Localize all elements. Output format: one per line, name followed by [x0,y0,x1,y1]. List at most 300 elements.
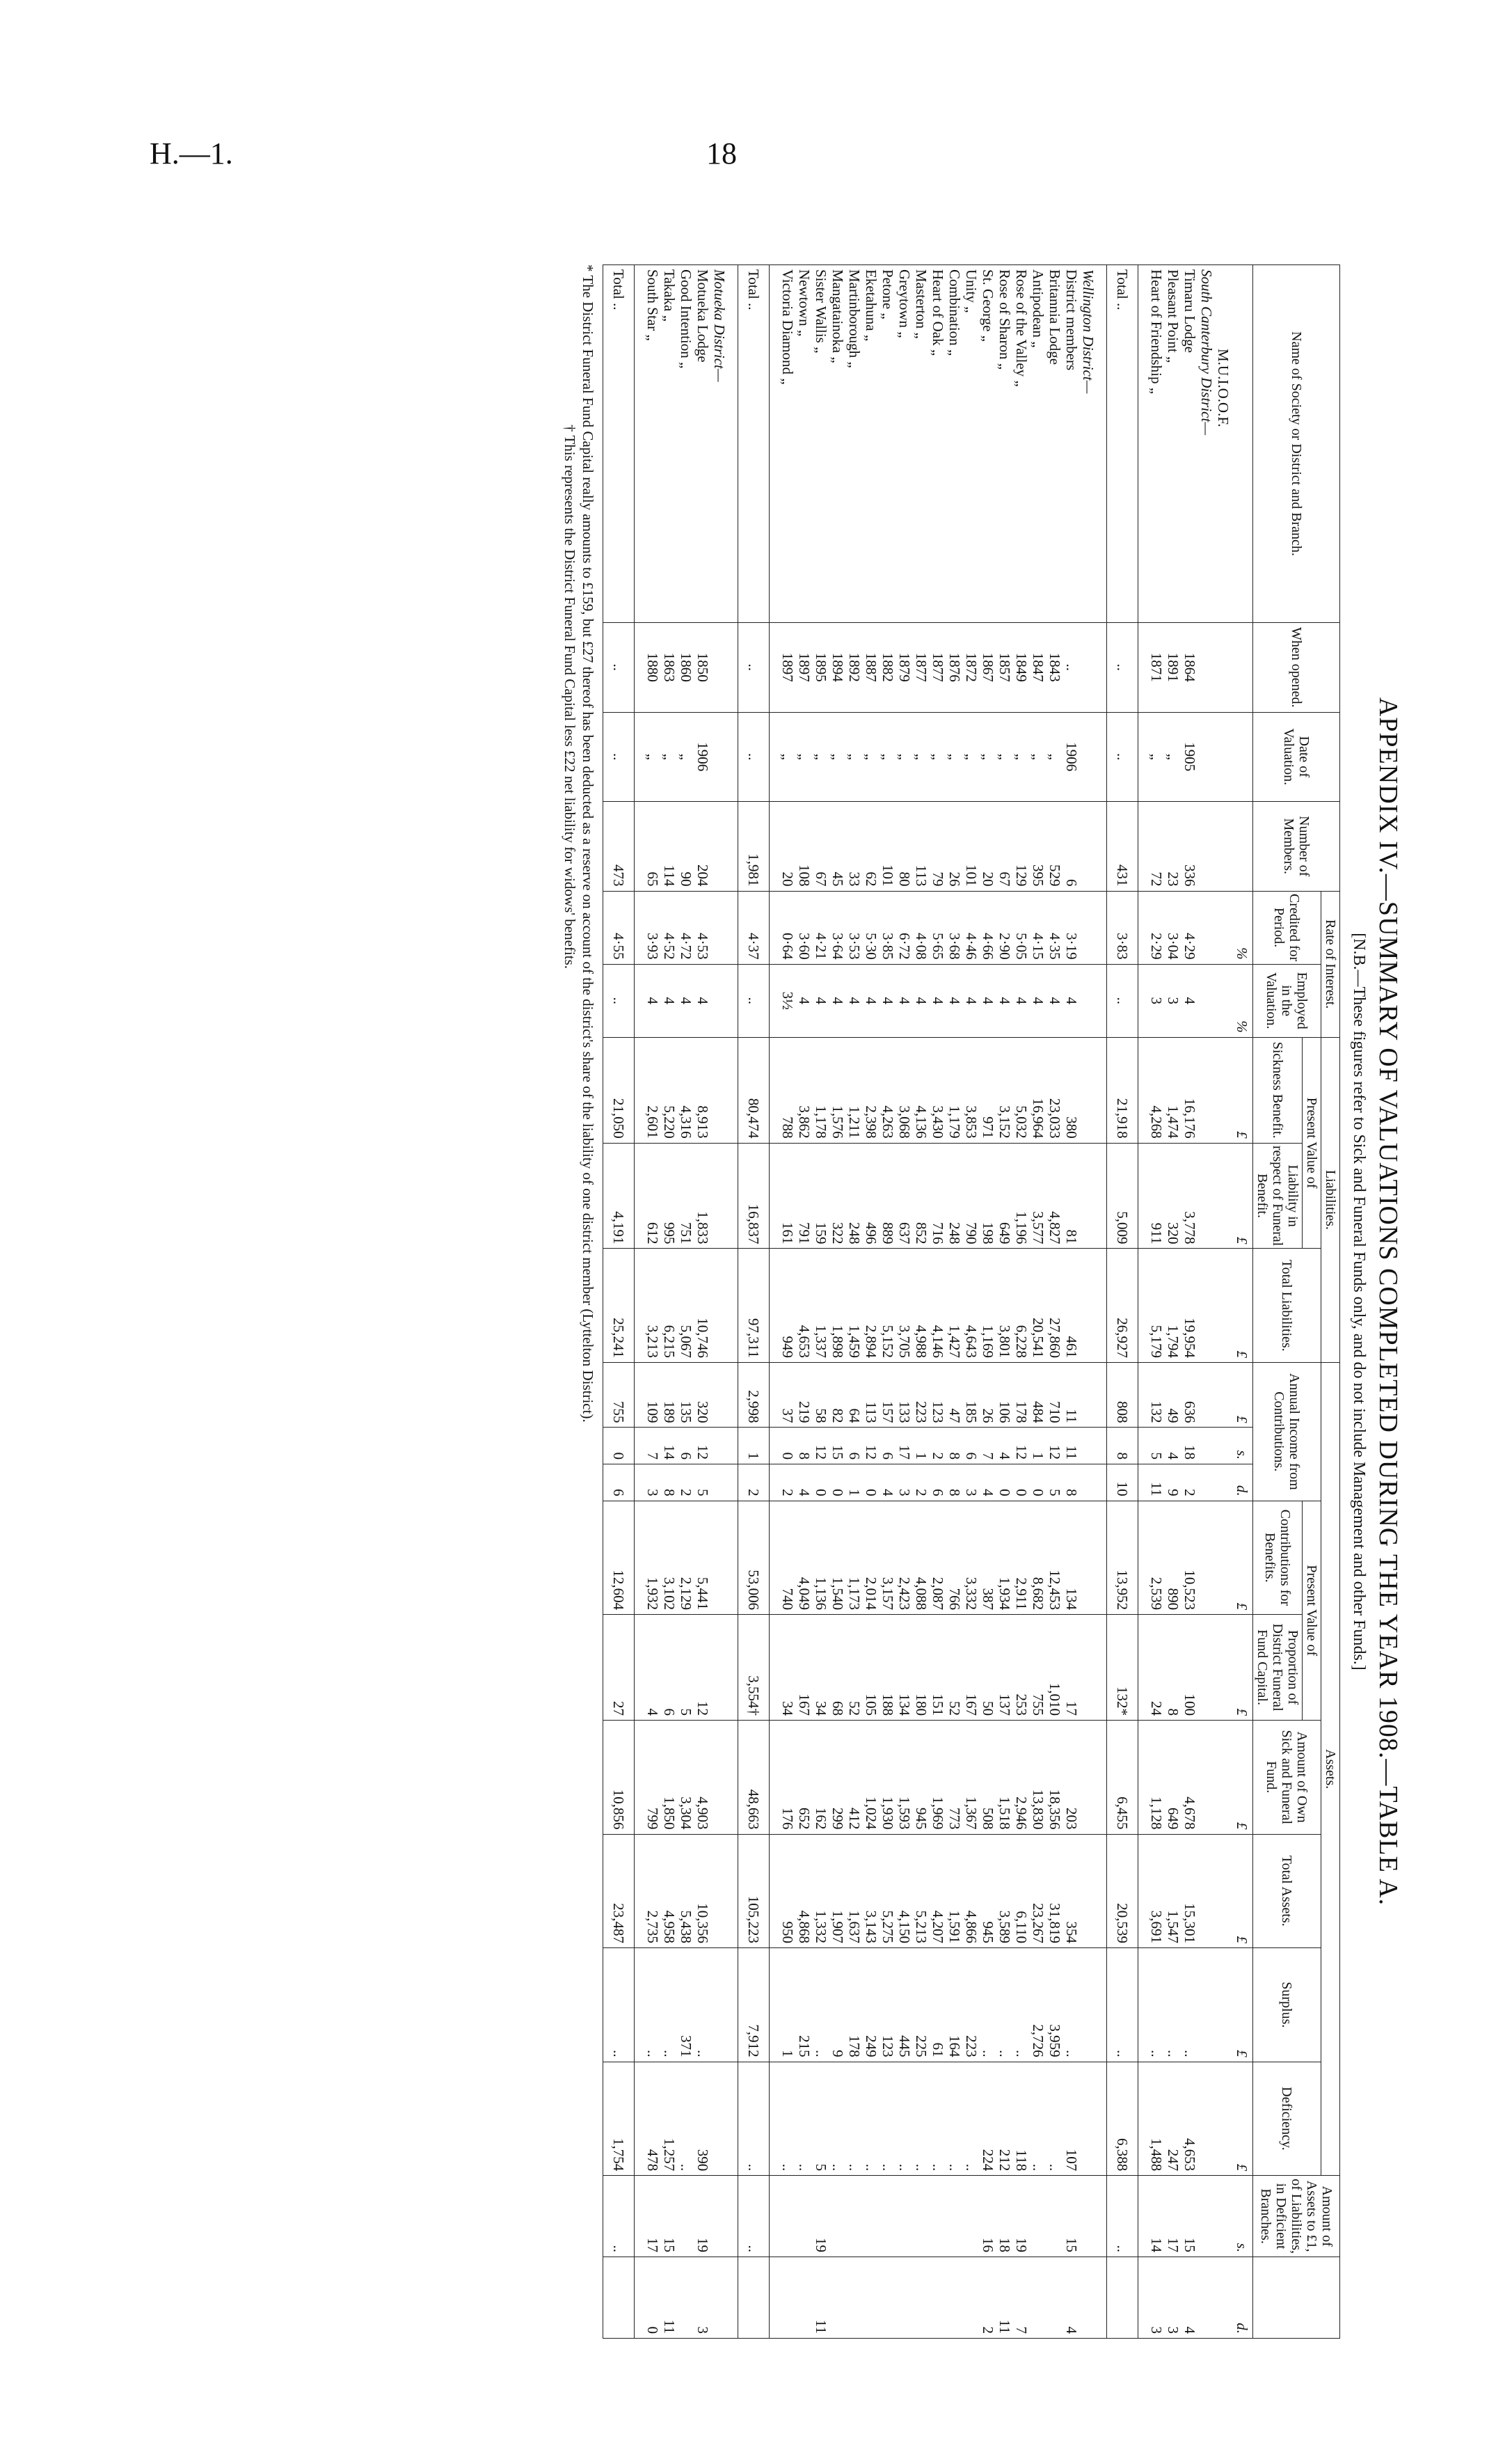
table-cell: 6,215 [661,1249,678,1363]
table-cell [770,1363,780,1428]
table-cell: 4 [644,1615,661,1721]
table-cell [1138,1143,1149,1249]
table-cell: 16,964 [1030,1037,1047,1143]
table-cell: 10,856 [603,1720,635,1834]
table-cell [678,2176,694,2257]
table-cell: 17 [644,2176,661,2257]
table-cell: 2 [779,1464,796,1501]
table-cell: 1 [913,1428,930,1464]
table-cell [711,802,728,892]
table-cell [1198,1720,1215,1834]
table-cell: 6 [603,1464,635,1501]
table-cell [770,2062,780,2176]
table-cell: 3,959 [1047,1948,1063,2062]
table-cell: 4 [1063,964,1080,1037]
table-cell: 1897 [796,623,813,713]
row-label: Motueka District— [711,265,728,623]
table-cell [779,2176,796,2257]
table-cell: 4,653 [1181,2062,1198,2176]
table-cell [1198,2257,1215,2339]
row-label [635,265,645,623]
col-own: Amount of Own Sick and Funeral Fund. [1253,1720,1321,1834]
table-cell: 387 [980,1501,996,1615]
table-cell [1080,1720,1097,1834]
table-cell [1198,1834,1215,1948]
table-cell: 97,311 [738,1249,770,1363]
table-cell [1138,802,1149,892]
row-label: Combination „ [946,265,963,623]
table-cell: 13,952 [1107,1501,1138,1615]
table-cell [1080,891,1097,964]
table-cell: 1906 [694,712,711,802]
table-cell: 0 [603,1428,635,1464]
table-cell: 2 [930,1428,946,1464]
table-cell [1097,891,1107,964]
table-cell: .. [603,964,635,1037]
table-cell: .. [644,1948,661,2062]
table-cell [1080,1143,1097,1249]
table-cell: 0 [996,1464,1013,1501]
table-cell: 5,067 [678,1249,694,1363]
table-cell: 911 [1148,1143,1165,1249]
table-cell [728,2257,738,2339]
table-cell [1198,1143,1215,1249]
table-cell: 445 [896,1948,913,2062]
total-row [1107,265,1138,2339]
table-cell [1080,2176,1097,2257]
table-cell [1097,1948,1107,2062]
table-cell [728,623,738,713]
table-cell: 19 [813,2176,829,2257]
row-label: Masterton „ [913,265,930,623]
table-cell: 20 [980,802,996,892]
table-cell: 4 [980,964,996,1037]
table-cell [635,891,645,964]
page-header [150,136,1402,177]
table-cell: 4 [1165,1428,1181,1464]
table-cell: 1,547 [1165,1834,1181,1948]
table-cell [1198,964,1215,1037]
table-cell: 101 [963,802,980,892]
table-cell: 2 [738,1464,770,1501]
table-cell: 852 [913,1143,930,1249]
table-cell [1198,1428,1215,1464]
table-cell [1215,1143,1232,1249]
table-cell: .. [678,2062,694,2176]
table-cell: 18 [1181,1428,1198,1464]
row-label: Heart of Oak „ [930,265,946,623]
table-cell: 1872 [963,623,980,713]
col-liabilities: Liabilities. [1321,1037,1340,1362]
society-heading [1215,265,1232,2339]
table-cell: 176 [779,1720,796,1834]
table-cell: 1,474 [1165,1037,1181,1143]
table-cell: 3,213 [644,1249,661,1363]
table-cell [1215,623,1232,713]
table-cell [711,1948,728,2062]
table-cell: 79 [930,802,946,892]
table-cell [1097,1428,1107,1464]
table-cell: 8 [946,1428,963,1464]
table-cell [711,2176,728,2257]
table-cell: 178 [1013,1363,1030,1428]
row-label: Unity „ [963,265,980,623]
table-cell [711,1615,728,1721]
table-cell: 61 [930,1948,946,2062]
row-label: Mangatainoka „ [829,265,846,623]
col-rate: Rate of Interest. [1321,891,1340,1037]
table-cell: „ [661,712,678,802]
table-cell: 178 [846,1948,863,2062]
table-cell [770,964,780,1037]
table-cell: 1906 [1063,712,1080,802]
table-cell: „ [1047,712,1063,802]
table-cell: 8 [1063,1464,1080,1501]
table-cell: 134 [896,1615,913,1721]
table-cell [1215,1720,1232,1834]
table-cell: 7 [980,1428,996,1464]
table-cell: 473 [603,802,635,892]
table-cell: 5,152 [880,1249,896,1363]
table-cell: 2,946 [1013,1720,1030,1834]
row-label: Newtown „ [796,265,813,623]
table-cell [770,891,780,964]
table-cell: 3 [896,1464,913,1501]
table-cell: 0 [829,1464,846,1501]
table-cell [635,1720,645,1834]
table-cell: .. [1030,2062,1047,2176]
table-cell: 8 [1165,1615,1181,1721]
table-row [996,265,1013,2339]
spacer-row [1138,265,1149,2339]
table-cell: .. [946,2062,963,2176]
table-cell: 8 [946,1464,963,1501]
table-cell: 23,267 [1030,1834,1047,1948]
table-cell [635,2062,645,2176]
table-cell [1080,1501,1097,1615]
table-cell: 106 [996,1363,1013,1428]
col-name: Name of Society or District and Branch. [1253,265,1340,623]
table-cell: 5,441 [694,1501,711,1615]
table-cell: 1849 [1013,623,1030,713]
table-cell: 755 [1030,1615,1047,1721]
table-cell [913,2176,930,2257]
table-cell [1198,802,1215,892]
table-cell [779,2257,796,2339]
table-cell [711,623,728,713]
table-cell: 129 [1013,802,1030,892]
table-cell: 3·68 [946,891,963,964]
rotated-table-region [132,264,1406,2339]
table-cell: 4 [930,964,946,1037]
table-cell: 107 [1063,2062,1080,2176]
table-cell: 945 [980,1834,996,1948]
table-cell [1138,2176,1149,2257]
table-cell: 1,907 [829,1834,846,1948]
table-cell: 3,068 [896,1037,913,1143]
table-cell: 27 [603,1615,635,1721]
table-cell: .. [603,1948,635,2062]
col-deficiency: Deficiency. [1253,2062,1321,2176]
table-cell [1138,2257,1149,2339]
col-members: Number of Members. [1253,802,1340,892]
table-cell: 21,918 [1107,1037,1138,1143]
table-cell: 2,539 [1148,1501,1165,1615]
table-cell: £ [1232,1363,1253,1428]
row-label: Total .. [1107,265,1138,623]
table-cell: .. [980,1948,996,2062]
table-cell: 4 [694,964,711,1037]
table-cell [796,2257,813,2339]
table-cell: 529 [1047,802,1063,892]
table-cell: 14 [1148,2176,1165,2257]
table-cell: £ [1232,1143,1253,1249]
table-cell: £ [1232,2062,1253,2176]
table-cell [796,2176,813,2257]
table-cell: .. [661,1948,678,2062]
table-cell: 0 [813,1464,829,1501]
table-cell: 3,102 [661,1501,678,1615]
table-cell: .. [738,964,770,1037]
table-cell: 889 [880,1143,896,1249]
table-cell: 3·83 [1107,891,1138,964]
table-cell: .. [738,2062,770,2176]
table-cell: 766 [946,1501,963,1615]
table-cell: 58 [813,1363,829,1428]
table-cell: 4·08 [913,891,930,964]
table-cell [880,2176,896,2257]
table-cell: 1 [738,1428,770,1464]
table-cell: 4,146 [930,1249,946,1363]
row-label: Victoria Diamond „ [779,265,796,623]
table-cell: 219 [796,1363,813,1428]
table-cell: „ [963,712,980,802]
table-cell [1138,1249,1149,1363]
table-cell [728,891,738,964]
table-cell: 637 [896,1143,913,1249]
table-cell: 971 [980,1037,996,1143]
table-cell: 6 [880,1428,896,1464]
table-cell: 26 [946,802,963,892]
table-cell: 180 [913,1615,930,1721]
table-cell: 12 [694,1615,711,1721]
row-label: Total .. [738,265,770,623]
table-cell: .. [738,2176,770,2257]
table-cell: 12 [1013,1428,1030,1464]
table-cell: 189 [661,1363,678,1428]
table-cell: 412 [846,1720,863,1834]
table-cell: 3,143 [863,1834,880,1948]
table-cell: 4,868 [796,1834,813,1948]
table-cell: 21,050 [603,1037,635,1143]
table-cell [635,802,645,892]
table-cell: 10 [1107,1464,1138,1501]
table-cell [711,964,728,1037]
table-cell [1198,1363,1215,1428]
table-row [796,265,813,2339]
table-cell: 3,862 [796,1037,813,1143]
table-cell: 5,213 [913,1834,930,1948]
table-cell: 123 [930,1363,946,1428]
table-cell: 8 [796,1428,813,1464]
table-cell: 5 [678,1615,694,1721]
table-cell: 1,128 [1148,1720,1165,1834]
table-cell [728,1249,738,1363]
table-cell: s. [1232,2176,1253,2257]
table-cell: 1,754 [603,2062,635,2176]
col-surplus: Surplus. [1253,1948,1321,2062]
table-cell: „ [678,712,694,802]
table-cell: 11 [1148,1464,1165,1501]
table-cell [1097,1143,1107,1249]
table-cell [1080,2257,1097,2339]
table-cell: 649 [996,1143,1013,1249]
table-cell: 6,388 [1107,2062,1138,2176]
table-cell: 19 [694,2176,711,2257]
table-cell: 484 [1030,1363,1047,1428]
row-label: Rose of Sharon „ [996,265,1013,623]
table-cell: 431 [1107,802,1138,892]
table-cell [1215,1249,1232,1363]
row-label: Martinborough „ [846,265,863,623]
table-cell: 4·66 [980,891,996,964]
table-cell: 4,958 [661,1834,678,1948]
table-cell: „ [846,712,863,802]
table-cell: .. [694,1948,711,2062]
table-cell: 247 [1165,2062,1181,2176]
table-cell: 2,601 [644,1037,661,1143]
table-cell [1080,1615,1097,1721]
row-label: South Star „ [644,265,661,623]
table-cell: 198 [980,1143,996,1249]
col-amount-assets: Amount of Assets to £1, of Liabilities, in Deficient Branches. [1253,2176,1340,2257]
table-cell [711,891,728,964]
table-cell [711,1143,728,1249]
table-cell: 0·64 [779,891,796,964]
table-cell: 4 [1013,964,1030,1037]
table-cell: 17 [1063,1615,1080,1721]
row-label: Wellington District— [1080,265,1097,623]
table-cell: 751 [678,1143,694,1249]
table-cell: 212 [996,2062,1013,2176]
table-cell: 4·72 [678,891,694,964]
row-label [1138,265,1149,623]
table-cell: 45 [829,802,846,892]
table-cell: 223 [963,1948,980,2062]
table-cell [1138,1948,1149,2062]
table-cell: .. [813,1948,829,2062]
table-cell: .. [1047,2062,1063,2176]
col-liab-present-value: Present Value of [1303,1037,1321,1249]
table-cell: 157 [880,1363,896,1428]
table-cell: 1 [1030,1428,1047,1464]
table-cell: 1864 [1181,623,1198,713]
table-cell: 1,969 [930,1720,946,1834]
table-row [1148,265,1165,2339]
table-cell: 4 [1181,2257,1198,2339]
table-cell: 1,169 [980,1249,996,1363]
table-cell: 3,157 [880,1501,896,1615]
table-cell: 4,678 [1181,1720,1198,1834]
table-cell: 2·90 [996,891,1013,964]
table-cell [1097,1615,1107,1721]
table-cell [728,964,738,1037]
row-label: Good Intention „ [678,265,694,623]
table-cell: 5,179 [1148,1249,1165,1363]
table-cell: 11 [661,2257,678,2339]
table-row [661,265,678,2339]
table-cell: 1,540 [829,1501,846,1615]
table-cell: 5·30 [863,891,880,964]
table-cell: £ [1232,1501,1253,1615]
table-cell [770,1037,780,1143]
table-cell: „ [813,712,829,802]
table-cell: .. [1181,1948,1198,2062]
district-heading [1080,265,1097,2339]
table-cell [711,1363,728,1428]
table-cell: 223 [913,1363,930,1428]
table-cell: 37 [779,1363,796,1428]
table-cell: 1879 [896,623,913,713]
table-cell: 3·93 [644,891,661,964]
table-cell: 4 [796,1464,813,1501]
table-cell: 6 [1063,802,1080,892]
table-cell [1215,1428,1232,1464]
table-cell [1107,2257,1138,2339]
row-label [728,265,738,623]
table-cell: 19,954 [1181,1249,1198,1363]
table-cell: .. [1107,623,1138,713]
table-cell: 3,801 [996,1249,1013,1363]
table-cell: 3,705 [896,1249,913,1363]
table-cell: 159 [813,1143,829,1249]
col-date: Date of Valuation. [1253,712,1340,802]
table-cell: 4,207 [930,1834,946,1948]
table-cell [1097,1363,1107,1428]
table-cell [635,1143,645,1249]
table-cell: 3,304 [678,1720,694,1834]
table-cell [1215,1037,1232,1143]
table-cell: 135 [678,1363,694,1428]
table-cell: 1,010 [1047,1615,1063,1721]
table-cell: 248 [846,1143,863,1249]
table-header [1253,265,1340,2339]
table-cell [770,1464,780,1501]
table-cell: 248 [946,1143,963,1249]
table-cell: 2,726 [1030,1948,1047,2062]
table-cell: 25,241 [603,1249,635,1363]
table-cell: 995 [661,1143,678,1249]
table-cell: 6 [963,1428,980,1464]
table-cell [1138,1720,1149,1834]
table-cell: 1857 [996,623,1013,713]
table-cell: 16,837 [738,1143,770,1249]
table-cell: „ [980,712,996,802]
table-cell [963,2257,980,2339]
table-cell: 4,866 [963,1834,980,1948]
table-cell: .. [913,2062,930,2176]
table-cell [635,1464,645,1501]
table-cell [1198,1948,1215,2062]
table-cell: 4 [644,964,661,1037]
table-cell [1215,1363,1232,1428]
table-cell [770,623,780,713]
table-cell: 4·21 [813,891,829,964]
table-cell: 4,903 [694,1720,711,1834]
table-cell [1080,623,1097,713]
table-cell [728,1615,738,1721]
table-cell [1232,802,1253,892]
